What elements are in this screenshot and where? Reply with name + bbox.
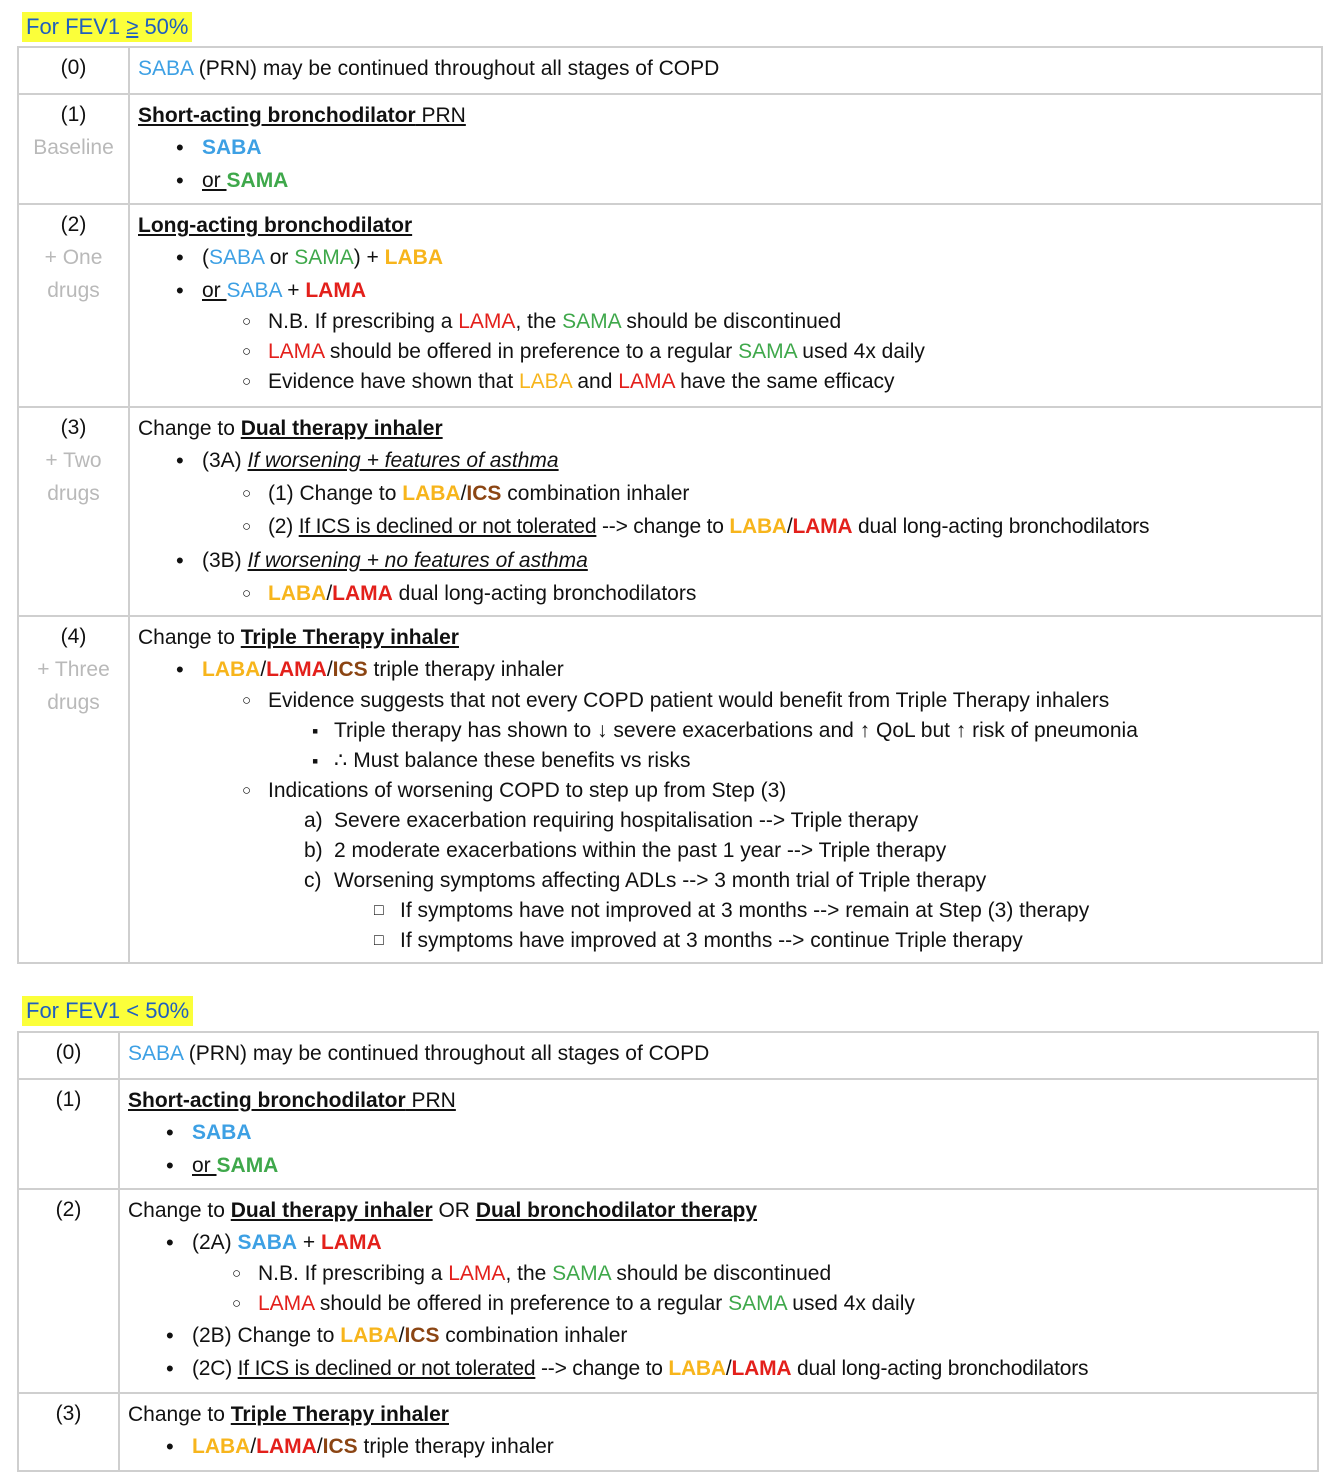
step-cell (18, 1032, 119, 1079)
text-span: or (202, 169, 227, 192)
text-span: 50% (138, 14, 189, 39)
step-content (119, 1032, 1318, 1079)
text-span (138, 806, 1321, 836)
text-span: SABA (128, 1042, 183, 1065)
text-span: (1) (55, 1088, 82, 1111)
text-span: c) (304, 869, 322, 892)
step-cell (18, 94, 129, 204)
text-span (138, 544, 1321, 577)
text-span: Indications of worsening COPD to step up from Step (3) (268, 779, 787, 802)
text-span: ICS (466, 482, 502, 505)
text-span (138, 577, 1321, 610)
section2-heading: For FEV1 < 50% (22, 996, 193, 1026)
text-span: / (786, 515, 793, 538)
text-span: dual long-acting bronchodilators (791, 1357, 1089, 1380)
text-span: (2A) (192, 1231, 238, 1254)
step-row-3 (18, 407, 1322, 616)
text-span: Change to (128, 1199, 231, 1222)
text-span: LABA (668, 1357, 726, 1380)
text-span (138, 307, 1321, 337)
text-span: N.B. If prescribing a (258, 1262, 449, 1285)
text-span: triple therapy inhaler (357, 1435, 554, 1458)
text-span: --> change to (596, 515, 730, 538)
step-cell (18, 1079, 119, 1189)
text-span: SAMA (728, 1292, 787, 1315)
step-content (119, 1079, 1318, 1189)
text-span: If symptoms have not improved at 3 months --> remain at Step (3) therapy (400, 899, 1090, 922)
text-span (138, 926, 1321, 956)
step-cell (18, 1189, 119, 1393)
text-span: used 4x daily (786, 1292, 915, 1315)
step-content (129, 204, 1322, 407)
text-span: dual long-acting bronchodilators (852, 515, 1150, 538)
text-span: Dual bronchodilator therapy (475, 1199, 758, 1222)
text-span: ) + (353, 246, 385, 269)
step-row-0 (18, 47, 1322, 94)
text-span: SABA (202, 136, 262, 159)
text-span: LAMA (792, 515, 853, 538)
text-span: Change to (128, 1403, 231, 1426)
text-span: Evidence have shown that (268, 370, 519, 393)
text-span: or (263, 246, 295, 269)
text-span: Dual therapy inhaler (240, 417, 443, 440)
text-span: Triple therapy has shown to ↓ severe exacerbations and ↑ QoL but ↑ risk of pneumonia (334, 719, 1138, 742)
text-span: drugs (47, 279, 100, 302)
text-span: (1) Change to (268, 482, 403, 505)
text-span: Worsening symptoms affecting ADLs --> 3 month trial of Triple therapy (334, 869, 987, 892)
text-span: LAMA (266, 658, 327, 681)
text-span (138, 337, 1321, 367)
text-span (138, 746, 1321, 776)
text-span (128, 1226, 1317, 1259)
text-span: Severe exacerbation requiring hospitalisation --> Triple therapy (334, 809, 919, 832)
text-span: / (250, 1435, 257, 1458)
text-span: (PRN) may be continued throughout all stages of COPD (182, 1042, 710, 1065)
text-span: LAMA (618, 370, 675, 393)
step-content (129, 407, 1322, 616)
text-span (128, 1319, 1317, 1352)
text-span (128, 1352, 1317, 1385)
text-span (128, 1289, 1317, 1319)
text-span: LABA (192, 1435, 251, 1458)
step-content (129, 94, 1322, 204)
text-span: (3A) (202, 449, 248, 472)
text-span: LABA (402, 482, 461, 505)
text-span (138, 48, 1321, 84)
text-span: (0) (60, 56, 87, 79)
text-span: ≥ (126, 14, 139, 39)
text-span: and (571, 370, 619, 393)
text-span: triple therapy inhaler (367, 658, 564, 681)
text-span (138, 686, 1321, 716)
text-span: (2C) (192, 1357, 238, 1380)
text-span: (3) (60, 416, 87, 439)
text-span: or (202, 279, 227, 302)
section1-heading (22, 12, 192, 42)
text-span: ICS (404, 1324, 440, 1347)
text-span: (3B) (202, 549, 248, 572)
text-span: dual long-acting bronchodilators (392, 582, 697, 605)
text-span: / (725, 1357, 732, 1380)
text-span (138, 510, 1321, 544)
step-row-2 (18, 1189, 1318, 1393)
text-span: b) (304, 839, 323, 862)
text-span: should be offered in preference to a regular (324, 340, 739, 363)
text-span: Evidence suggests that not every COPD patient would benefit from Triple Therapy inhalers (268, 689, 1110, 712)
step-cell (18, 47, 129, 94)
text-span: N.B. If prescribing a (268, 310, 459, 333)
step-content (129, 616, 1322, 963)
text-span: ICS (322, 1435, 358, 1458)
text-span: If worsening + no features of asthma (247, 549, 588, 572)
text-span (138, 716, 1321, 746)
step-cell (18, 1393, 119, 1471)
text-span (128, 1259, 1317, 1289)
step-row-2 (18, 204, 1322, 407)
text-span: (PRN) may be continued throughout all stages of COPD (192, 57, 720, 80)
text-span: If symptoms have improved at 3 months --> continue Triple therapy (400, 929, 1023, 952)
step-content (119, 1393, 1318, 1471)
text-span: --> change to (535, 1357, 669, 1380)
step-row-1 (18, 1079, 1318, 1189)
text-span: 2 moderate exacerbations within the past 1 year --> Triple therapy (334, 839, 947, 862)
text-span: Short-acting bronchodilator (138, 104, 416, 127)
text-span: If ICS is declined or not tolerated (237, 1357, 536, 1380)
text-span: should be discontinued (620, 310, 842, 333)
text-span: (3) (55, 1402, 82, 1425)
text-span (128, 1149, 1317, 1182)
text-span: ICS (332, 658, 368, 681)
text-span: combination inhaler (439, 1324, 628, 1347)
text-span: Dual therapy inhaler (230, 1199, 433, 1222)
text-span: LAMA (458, 310, 516, 333)
text-span: Change to (138, 626, 241, 649)
text-span (138, 95, 1321, 131)
text-span (138, 477, 1321, 510)
text-span: Triple Therapy inhaler (240, 626, 459, 649)
text-span: + (281, 279, 306, 302)
text-span: If worsening + features of asthma (247, 449, 559, 472)
text-span: drugs (47, 691, 100, 714)
text-span (138, 866, 1321, 896)
text-span: Triple Therapy inhaler (230, 1403, 449, 1426)
text-span: or (192, 1154, 217, 1177)
text-span: LABA (729, 515, 787, 538)
text-span (138, 653, 1321, 686)
text-span: SAMA (226, 169, 289, 192)
text-span (128, 1430, 1317, 1463)
text-span: LAMA (320, 1231, 382, 1254)
text-span: SABA (209, 246, 264, 269)
text-span: If ICS is declined or not tolerated (298, 515, 597, 538)
text-span: LAMA (305, 279, 366, 302)
text-span (128, 1190, 1317, 1226)
fev1-ge-50-table (17, 46, 1323, 964)
text-span: SAMA (294, 246, 354, 269)
fev1-lt-50-table (17, 1031, 1319, 1472)
text-span: used 4x daily (796, 340, 925, 363)
text-span (138, 776, 1321, 806)
text-span: LABA (384, 246, 443, 269)
text-span: have the same efficacy (674, 370, 895, 393)
text-span (138, 896, 1321, 926)
text-span: For FEV1 (26, 14, 127, 39)
text-span: ( (202, 246, 209, 269)
text-span: SABA (192, 1121, 252, 1144)
text-span: PRN (415, 104, 466, 127)
text-span (138, 444, 1321, 477)
text-span: Baseline (33, 136, 114, 159)
text-span (128, 1394, 1317, 1430)
text-span (138, 241, 1321, 274)
step-content (129, 47, 1322, 94)
text-span: LABA (340, 1324, 399, 1347)
text-span (138, 617, 1321, 653)
step-row-0 (18, 1032, 1318, 1079)
text-span (18, 1032, 1318, 1471)
text-span: should be discontinued (610, 1262, 832, 1285)
text-span: SABA (237, 1231, 298, 1254)
step-content (119, 1189, 1318, 1393)
text-span: a) (304, 809, 323, 832)
text-span: / (260, 658, 267, 681)
text-span: LABA (268, 582, 327, 605)
text-span (128, 1116, 1317, 1149)
step-cell (18, 204, 129, 407)
text-span: Long-acting bronchodilator (138, 214, 413, 237)
step-row-4 (18, 616, 1322, 963)
text-span: SABA (138, 57, 193, 80)
text-span (128, 1033, 1317, 1069)
text-span: SAMA (738, 340, 797, 363)
text-span: / (316, 1435, 323, 1458)
text-span: + (297, 1231, 321, 1254)
text-span: ∴ Must balance these benefits vs risks (334, 749, 691, 772)
text-span: + Two (45, 449, 102, 472)
text-span: (2) (268, 515, 299, 538)
step-cell (18, 616, 129, 963)
text-span: / (326, 582, 333, 605)
text-span: LAMA (332, 582, 393, 605)
text-span: Short-acting bronchodilator (128, 1089, 406, 1112)
text-span: LAMA (256, 1435, 317, 1458)
text-span (138, 408, 1321, 444)
text-span: / (326, 658, 333, 681)
text-span: / (460, 482, 467, 505)
text-span: LAMA (268, 340, 325, 363)
text-span: LAMA (731, 1357, 792, 1380)
text-span: (1) (60, 103, 87, 126)
text-span: LABA (519, 370, 572, 393)
text-span: (0) (55, 1041, 82, 1064)
text-span: , the (505, 1262, 553, 1285)
text-span: combination inhaler (501, 482, 690, 505)
text-span: + Three (37, 658, 110, 681)
step-row-3 (18, 1393, 1318, 1471)
text-span: / (398, 1324, 405, 1347)
text-span (138, 205, 1321, 241)
text-span: LAMA (448, 1262, 506, 1285)
text-span: (2B) Change to (192, 1324, 341, 1347)
text-span: OR (432, 1199, 476, 1222)
text-span (138, 274, 1321, 307)
text-span (128, 1080, 1317, 1116)
text-span: should be offered in preference to a regular (314, 1292, 729, 1315)
text-span: LAMA (258, 1292, 315, 1315)
text-span (138, 164, 1321, 197)
text-span (18, 47, 1322, 963)
step-row-1 (18, 94, 1322, 204)
text-span: (2) (55, 1198, 82, 1221)
text-span (138, 367, 1321, 397)
text-span (138, 131, 1321, 164)
text-span: drugs (47, 482, 100, 505)
text-span: SABA (226, 279, 282, 302)
text-span: (4) (60, 625, 87, 648)
step-cell (18, 407, 129, 616)
text-span: LABA (202, 658, 261, 681)
text-span: + One (44, 246, 103, 269)
text-span: SAMA (552, 1262, 611, 1285)
text-span: , the (515, 310, 563, 333)
text-span: SAMA (216, 1154, 279, 1177)
text-span: SAMA (562, 310, 621, 333)
text-span: PRN (405, 1089, 456, 1112)
text-span: (2) (60, 213, 87, 236)
text-span (138, 836, 1321, 866)
text-span: Change to (138, 417, 241, 440)
